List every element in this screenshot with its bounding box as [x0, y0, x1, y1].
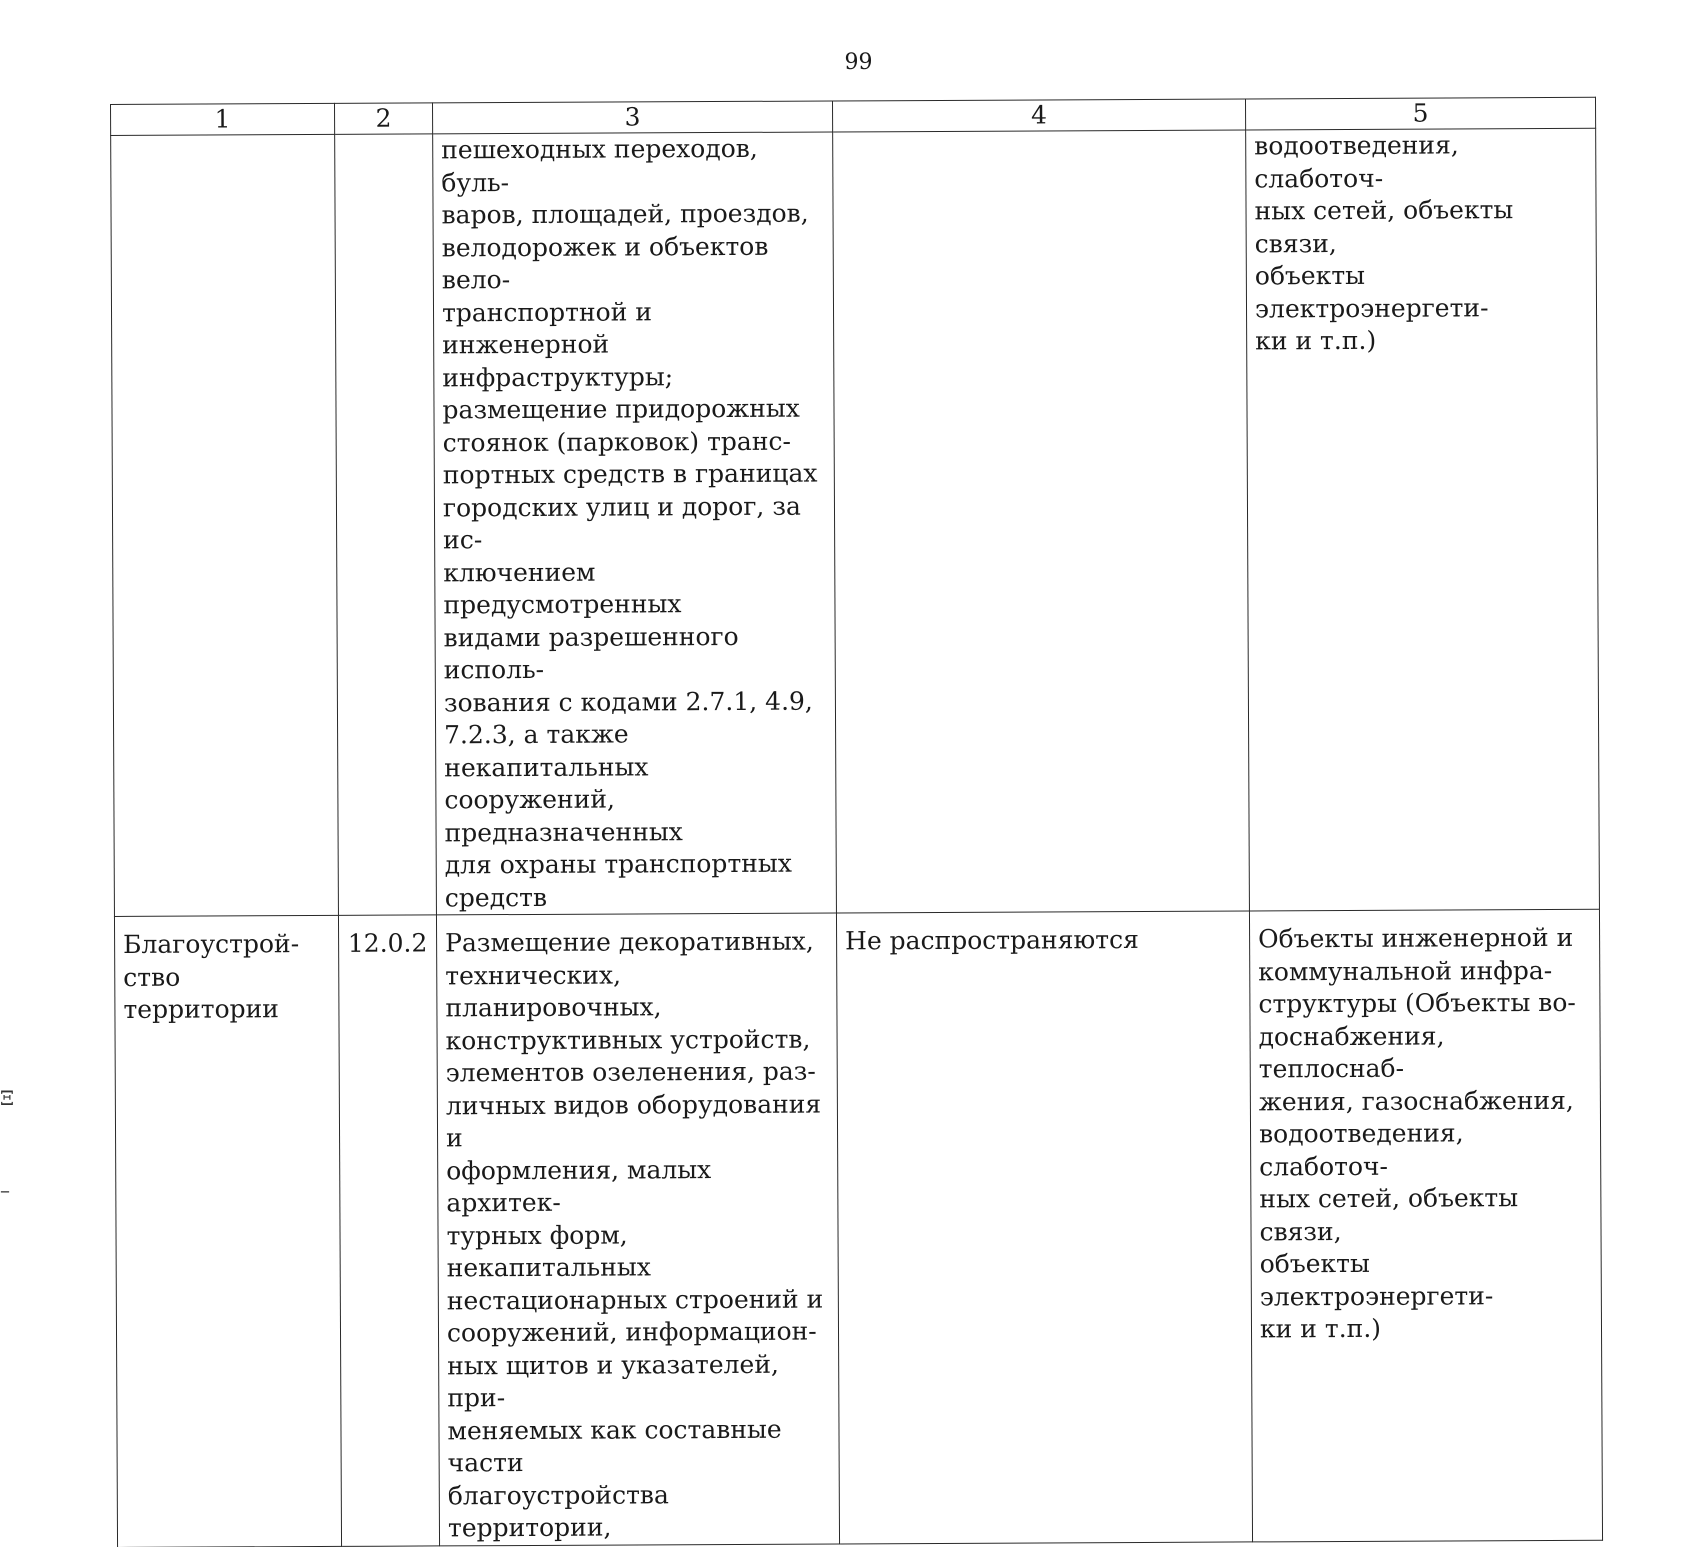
land-use-table [110, 97, 1603, 1547]
page-number: 99 [844, 50, 873, 75]
table-row [114, 909, 1602, 1547]
header-col-2: 2 [334, 103, 432, 134]
margin-mark: – [0, 1178, 10, 1202]
header-col-4: 4 [832, 99, 1245, 132]
row2-auxiliary-cell: Объекты инженерной и коммунальной инфра- структуры (Объекты во- доснабжения, теплоснаб- жения, газоснабжения, водоотведения, слаботоч- ных сетей, объекты связи, объекты электроэнергети- ки и т.п.) [1249, 909, 1602, 1541]
row1-restrictions-cell [833, 130, 1250, 913]
row1-name-cell [111, 134, 339, 916]
margin-mark: Ξ [0, 1086, 15, 1110]
table-row [111, 128, 1600, 916]
row1-description-cell: пешеходных переходов, буль- варов, площадей, проездов, велодорожек и объектов вело- транспортной и инженерной инфраструктуры; размещение придорожных стоянок (парковок) транс- портных средств в границах городских улиц и дорог, за ис- ключением предусмотренных видами разрешенного исполь- зования с кодами 2.7.1, 4.9, 7.2.3, а также некапитальных сооружений, предназначенных для охраны транспортных средств [433, 132, 837, 915]
row2-name-cell: Благоустрой- ство территории [114, 915, 341, 1547]
row2-description-cell: Размещение декоративных, технических, планировочных, конструктивных устройств, элементов озеленения, раз- личных видов оборудования и оформления, малых архитек- турных форм, некапитальных нестационарных строений и сооружений, информацион- ных щитов и указателей, при- меняемых как составные части благоустройства территории, [436, 913, 839, 1545]
header-col-3: 3 [432, 101, 832, 134]
row2-restrictions-cell: Не распространяются [836, 911, 1252, 1544]
row1-auxiliary-cell: водоотведения, слаботоч- ных сетей, объекты связи, объекты электроэнергети- ки и т.п.) [1246, 128, 1600, 911]
header-col-5: 5 [1245, 97, 1595, 130]
row2-code-cell: 12.0.2 [338, 915, 439, 1546]
row1-code-cell [335, 134, 437, 915]
header-col-1: 1 [111, 103, 335, 135]
